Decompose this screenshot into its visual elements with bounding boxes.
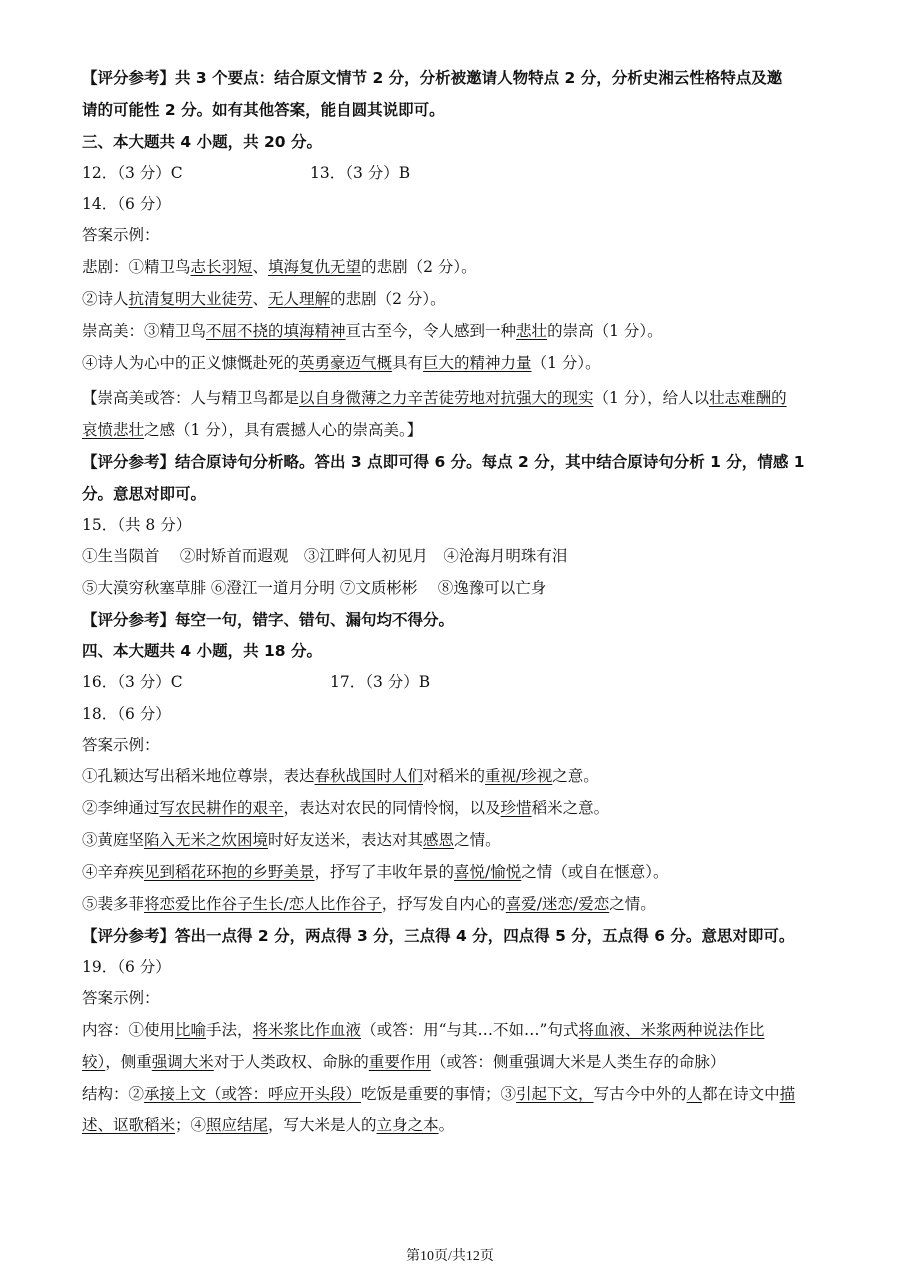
text: ，表达对农民的同情怜悯，以及 xyxy=(283,799,501,817)
text: ⑤裴多菲 xyxy=(82,895,145,913)
q15-scoring: 【评分参考】每空一句，错字、错句、漏句均不得分。 xyxy=(82,611,455,629)
key-phrase: 春秋战国时人们 xyxy=(314,767,424,785)
q14-heading: 14．（6 分） xyxy=(82,195,171,213)
scoring-ref-11 xyxy=(82,68,782,88)
key-phrase: 重要作用 xyxy=(368,1053,431,1071)
text: 对稻米的 xyxy=(423,767,486,785)
q14-scoring: 【评分参考】结合原诗句分析略。答出 3 点即可得 6 分。每点 2 分，其中结合原诗句分析 1 分，情感 1 xyxy=(82,453,805,471)
q19-line-4 xyxy=(82,1115,454,1135)
key-phrase: 见到稻花环抱的乡野美景 xyxy=(144,863,315,881)
q18-line-5 xyxy=(82,894,656,914)
text: 内容：①使用 xyxy=(82,1021,176,1039)
q15-heading: 15．（共 8 分） xyxy=(82,516,192,534)
q15-answers-row-2: ⑤大漠穷秋塞草腓 ⑥澄江一道月分明 ⑦文质彬彬 ⑧逸豫可以亡身 xyxy=(82,579,547,597)
text: ③黄庭坚 xyxy=(82,831,145,849)
answer-example-label: 答案示例： xyxy=(82,226,160,244)
key-phrase: 壮志难酬的 xyxy=(709,389,787,407)
key-phrase: 述、讴歌稻米 xyxy=(82,1116,176,1134)
text: ，抒写了丰收年景的 xyxy=(314,863,455,881)
q14-line-5 xyxy=(82,388,787,408)
text: ；④ xyxy=(175,1116,207,1134)
scoring-ref-11-cont xyxy=(82,100,445,120)
text: 的悲剧（2 分）。 xyxy=(361,258,477,276)
text: 。 xyxy=(438,1116,455,1134)
text: （1 分），给人以 xyxy=(593,389,710,407)
key-phrase: 将米浆比作血液 xyxy=(252,1021,362,1039)
page-number-footer: 第10页/共12页 xyxy=(406,1249,494,1264)
key-phrase: 悲壮 xyxy=(516,322,548,340)
text: 的悲剧（2 分）。 xyxy=(330,290,446,308)
q18-line-4 xyxy=(82,862,669,882)
q18-scoring: 【评分参考】答出一点得 2 分，两点得 3 分，三点得 4 分，四点得 5 分，五点得 6 分。意思对即可。 xyxy=(82,927,795,945)
q19-line-1 xyxy=(82,1020,764,1040)
key-phrase: 抗清复明大业徒劳 xyxy=(128,290,253,308)
key-phrase: 比喻 xyxy=(175,1021,207,1039)
key-phrase: 英勇豪迈气概 xyxy=(299,354,393,372)
key-phrase: 将血液、米浆两种说法作比 xyxy=(578,1021,765,1039)
text: （或答：用“与其…不如…”句式 xyxy=(361,1021,579,1039)
key-phrase: 强调大米 xyxy=(151,1053,214,1071)
q14-line-3 xyxy=(82,321,663,341)
text: 之意。 xyxy=(552,767,599,785)
text: （或答：侧重强调大米是人类生存的命脉） xyxy=(430,1053,726,1071)
text: ，抒写发自内心的 xyxy=(381,895,506,913)
key-phrase: 珍惜 xyxy=(500,799,532,817)
q12-answer: 12．（3 分）C xyxy=(82,164,183,182)
q16-answer: 16．（3 分）C xyxy=(82,673,183,691)
text: 【崇高美或答：人与精卫鸟都是 xyxy=(82,389,300,407)
q19-line-2 xyxy=(82,1052,725,1072)
q15-answers-row-1: ①生当陨首 ②时矫首而遐观 ③江畔何人初见月 ④沧海月明珠有泪 xyxy=(82,547,568,565)
key-phrase: 立身之本 xyxy=(376,1116,439,1134)
text: ②诗人 xyxy=(82,290,129,308)
text: 崇高美：③精卫鸟 xyxy=(82,322,207,340)
key-phrase: 巨大的精神力量 xyxy=(423,354,532,372)
key-phrase: 较） xyxy=(82,1053,106,1071)
q19-heading: 19．（6 分） xyxy=(82,958,171,976)
text: 之情。 xyxy=(609,895,656,913)
q14-line-6 xyxy=(82,420,422,440)
key-phrase: 感恩 xyxy=(423,831,455,849)
q19-line-3 xyxy=(82,1084,795,1104)
text: 吃饭是重要的事情；③ xyxy=(361,1085,517,1103)
q18-line-3 xyxy=(82,830,501,850)
text: 手法， xyxy=(206,1021,253,1039)
key-phrase: 喜悦/愉悦 xyxy=(454,863,522,881)
text: 之情。 xyxy=(454,831,501,849)
key-phrase: 陷入无米之炊困境 xyxy=(144,831,269,849)
key-phrase: 无人理解 xyxy=(268,290,331,308)
text: 之情（或自在惬意）。 xyxy=(521,863,669,881)
text: 写古今中外的 xyxy=(593,1085,687,1103)
text: 亘古至今，令人感到一种 xyxy=(345,322,517,340)
key-phrase: 描 xyxy=(779,1085,796,1103)
text: 都在诗文中 xyxy=(702,1085,780,1103)
q14-scoring-cont: 分。意思对即可。 xyxy=(82,485,207,503)
section4-heading: 四、本大题共 4 小题，共 18 分。 xyxy=(82,642,322,660)
text: ①孔颖达写出稻米地位尊崇，表达 xyxy=(82,767,315,785)
scoring-ref-text: 请的可能性 2 分。如有其他答案，能自圆其说即可。 xyxy=(82,101,445,119)
key-phrase: 哀愤悲壮 xyxy=(82,421,145,439)
text: 时好友送米，表达对其 xyxy=(268,831,424,849)
q14-line-4 xyxy=(82,353,601,373)
q18-line-1 xyxy=(82,766,599,786)
key-phrase: 将恋爱比作谷子生长/恋人比作谷子 xyxy=(144,895,382,913)
q17-answer: 17．（3 分）B xyxy=(330,673,431,691)
text: （1 分）。 xyxy=(531,354,601,372)
text: 、 xyxy=(252,258,269,276)
key-phrase: 重视/珍视 xyxy=(485,767,553,785)
q14-line-1 xyxy=(82,257,477,277)
q14-line-2 xyxy=(82,289,446,309)
text: 之感（1 分），具有震撼人心的崇高美。】 xyxy=(144,421,423,439)
answer-example-label: 答案示例： xyxy=(82,989,160,1007)
section3-heading: 三、本大题共 4 小题，共 20 分。 xyxy=(82,133,322,151)
text: 结构：② xyxy=(82,1085,145,1103)
text: ，侧重 xyxy=(105,1053,152,1071)
key-phrase: 不屈不挠的填海精神 xyxy=(206,322,346,340)
key-phrase: 填海复仇无望 xyxy=(268,258,362,276)
text: 稻米之意。 xyxy=(531,799,610,817)
text: 、 xyxy=(252,290,269,308)
text: ，写大米是人的 xyxy=(268,1116,377,1134)
key-phrase: 人 xyxy=(686,1085,703,1103)
key-phrase: 喜爱/迷恋/爱恋 xyxy=(505,895,610,913)
text: 对于人类政权、命脉的 xyxy=(213,1053,369,1071)
q18-line-2 xyxy=(82,798,609,818)
text: 的崇高（1 分）。 xyxy=(547,322,663,340)
q13-answer: 13．（3 分）B xyxy=(310,164,411,182)
key-phrase: 以自身微薄之力辛苦徒劳地对抗强大的现实 xyxy=(299,389,594,407)
key-phrase: 引起下文， xyxy=(516,1085,594,1103)
key-phrase: 写农民耕作的艰辛 xyxy=(159,799,284,817)
key-phrase: 承接上文（或答：呼应开头段） xyxy=(144,1085,362,1103)
text: 悲剧：①精卫鸟 xyxy=(82,258,191,276)
text: ④辛弃疾 xyxy=(82,863,145,881)
scoring-ref-text: 【评分参考】共 3 个要点：结合原文情节 2 分，分析被邀请人物特点 2 分，分析史湘云性格特点及邀 xyxy=(82,69,783,87)
text: ④诗人为心中的正义慷慨赴死的 xyxy=(82,354,300,372)
q18-heading: 18．（6 分） xyxy=(82,705,171,723)
text: 具有 xyxy=(392,354,424,372)
answer-example-label: 答案示例： xyxy=(82,736,160,754)
key-phrase: 照应结尾 xyxy=(206,1116,269,1134)
text: ②李绅通过 xyxy=(82,799,160,817)
key-phrase: 志长羽短 xyxy=(190,258,253,276)
